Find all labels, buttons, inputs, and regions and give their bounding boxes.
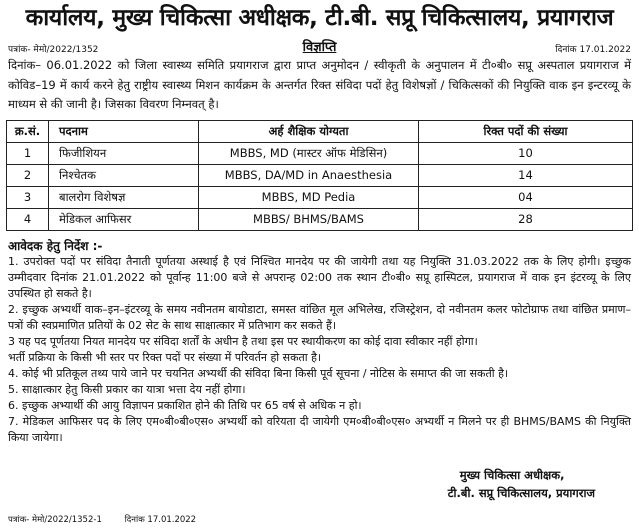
table-row bbox=[7, 208, 633, 230]
instruction-item: 7. मेडिकल आफिसर पद के लिए एम०बी०बी०एस० अभ्यर्थी को वरियता दी जायेगी एम०बी०बी०एस० अभ्यर्थी न मिलने पर ही BHMS/BAMS की नियुक्ति किया जायेगा। bbox=[8, 414, 631, 444]
intro-paragraph: दिनांक– 06.01.2022 को जिला स्वास्थ्य समिति प्रयागराज द्वारा प्राप्त अनुमोदन / स्वीकृती के अनुपालन में टी०बी० सप्रू अस्पताल प्रयागराज में कोविड–19 में कार्य करने हेतु राष्ट्रीय स्वास्थ्य मिशन कार्यक्रम के अन्तर्गत रिक्त संविदा पदों हेतु विशेषज्ञों / चिकित्सकों की नियुक्ति वाक इन इन्टरव्यू के माध्यम से की जानी है। जिसका विवरण निम्नवत् है। bbox=[8, 58, 631, 111]
notice-heading-wrap bbox=[6, 37, 633, 55]
instruction-item: 6. इच्छुक अभ्यार्थी की आयु विज्ञापन प्रकाशित होने की तिथि पर 65 वर्ष से अधिक न हो। bbox=[8, 398, 362, 412]
vacancy-table bbox=[6, 120, 633, 231]
cell-vacancies: 14 bbox=[419, 164, 633, 186]
cell-qualification: MBBS, DA/MD in Anaesthesia bbox=[199, 164, 419, 186]
instruction-item: 2. इच्छुक अभ्यर्थी वाक–इन–इंटरव्यू के समय नवीनतम बायोडाटा, समस्त वांछित मूल अभिलेख, रजिस्ट्रेशन, दो नवीनतम कलर फोटोग्राफ तथा वांछित प्रमाण–पत्रों की स्वप्रमाणित प्रतियों के 02 सेट के साथ साक्षात्कार में प्रतिभाग कर सकते हैं। bbox=[8, 302, 631, 332]
signature-block bbox=[448, 466, 595, 502]
header-serial: क्र.सं. bbox=[7, 120, 49, 142]
instructions-list bbox=[6, 254, 633, 446]
cell-vacancies: 10 bbox=[419, 142, 633, 164]
cell-serial: 4 bbox=[7, 208, 49, 230]
cell-vacancies: 28 bbox=[419, 208, 633, 230]
office-title: कार्यालय, मुख्य चिकित्सा अधीक्षक, टी.बी. सप्रू चिकित्सालय, प्रयागराज bbox=[25, 5, 614, 31]
cell-qualification: MBBS/ BHMS/BAMS bbox=[199, 208, 419, 230]
instruction-item: 5. साक्षात्कार हेतु किसी प्रकार का यात्रा भत्ता देय नहीं होगा। bbox=[8, 382, 246, 396]
table-row bbox=[7, 164, 633, 186]
instruction-item: 1. उपरोक्त पदों पर संविदा तैनाती पूर्णतया अस्थाई है एवं निश्चित मानदेय पर की जायेगी तथा यह नियुक्ति 31.03.2022 तक के लिए होगी। इच्छुक उम्मीदवार दिनांक 21.01.2022 को पूर्वान्ह 11:00 बजे से अपरान्ह 02:00 तक स्थान टी०बी० सप्रू हास्पिटल, प्रयागराज में वाक इन इंटरव्यू के लिए उपस्थित हो सकते है। bbox=[8, 254, 631, 300]
cell-serial: 1 bbox=[7, 142, 49, 164]
cell-post: बालरोग विशेषज्ञ bbox=[49, 186, 199, 208]
footer-ref-number: पत्रांक- मेमो/2022/1352-1 bbox=[8, 515, 102, 525]
cell-qualification: MBBS, MD Pedia bbox=[199, 186, 419, 208]
footer-date: दिनांक 17.01.2022 bbox=[124, 515, 197, 525]
ref-number: पत्रांक- मेमो/2022/1352 bbox=[8, 45, 99, 55]
table-row bbox=[7, 186, 633, 208]
header-post: पदनाम bbox=[49, 120, 199, 142]
cell-post: फिजीशियन bbox=[49, 142, 199, 164]
cell-vacancies: 04 bbox=[419, 186, 633, 208]
instruction-item: 4. कोई भी प्रतिकूल तथ्य पाये जाने पर चयनित अभ्यर्थी की संविदा बिना किसी पूर्व सूचना / नोटिस के समाप्त की जा सकती है। bbox=[8, 366, 509, 380]
header-qualification: अर्ह शैक्षिक योग्यता bbox=[199, 120, 419, 142]
instructions-heading: आवेदक हेतु निर्देश :- bbox=[8, 238, 103, 253]
cell-qualification: MBBS, MD (मास्टर ऑफ मेडिसिन) bbox=[199, 142, 419, 164]
table-header-row bbox=[7, 120, 633, 142]
cell-serial: 3 bbox=[7, 186, 49, 208]
signatory-office: टी.बी. सप्रू चिकित्सालय, प्रयागराज bbox=[447, 486, 595, 500]
table-row bbox=[7, 142, 633, 164]
signatory-designation: मुख्य चिकित्सा अधीक्षक, bbox=[459, 468, 565, 482]
instruction-item: 3 यह पद पूर्णतया नियत मानदेय पर संविदा शर्तों के अधीन है तथा इस पर स्थायीकरण का कोई दावा स्वीकार नहीं होगा। bbox=[8, 334, 478, 348]
reference-line bbox=[6, 36, 633, 56]
footer-reference bbox=[8, 514, 196, 525]
cell-post: निश्चेतक bbox=[49, 164, 199, 186]
notice-date: दिनांक 17.01.2022 bbox=[555, 45, 631, 55]
notice-heading: विज्ञप्ति bbox=[302, 40, 337, 55]
instruction-item: भर्ती प्रक्रिया के किसी भी स्तर पर रिक्त पदों पर संख्या में परिवर्तन हो सकता है। bbox=[8, 350, 322, 364]
cell-post: मेडिकल आफिसर bbox=[49, 208, 199, 230]
header-vacancies: रिक्त पदों की संख्या bbox=[419, 120, 633, 142]
cell-serial: 2 bbox=[7, 164, 49, 186]
